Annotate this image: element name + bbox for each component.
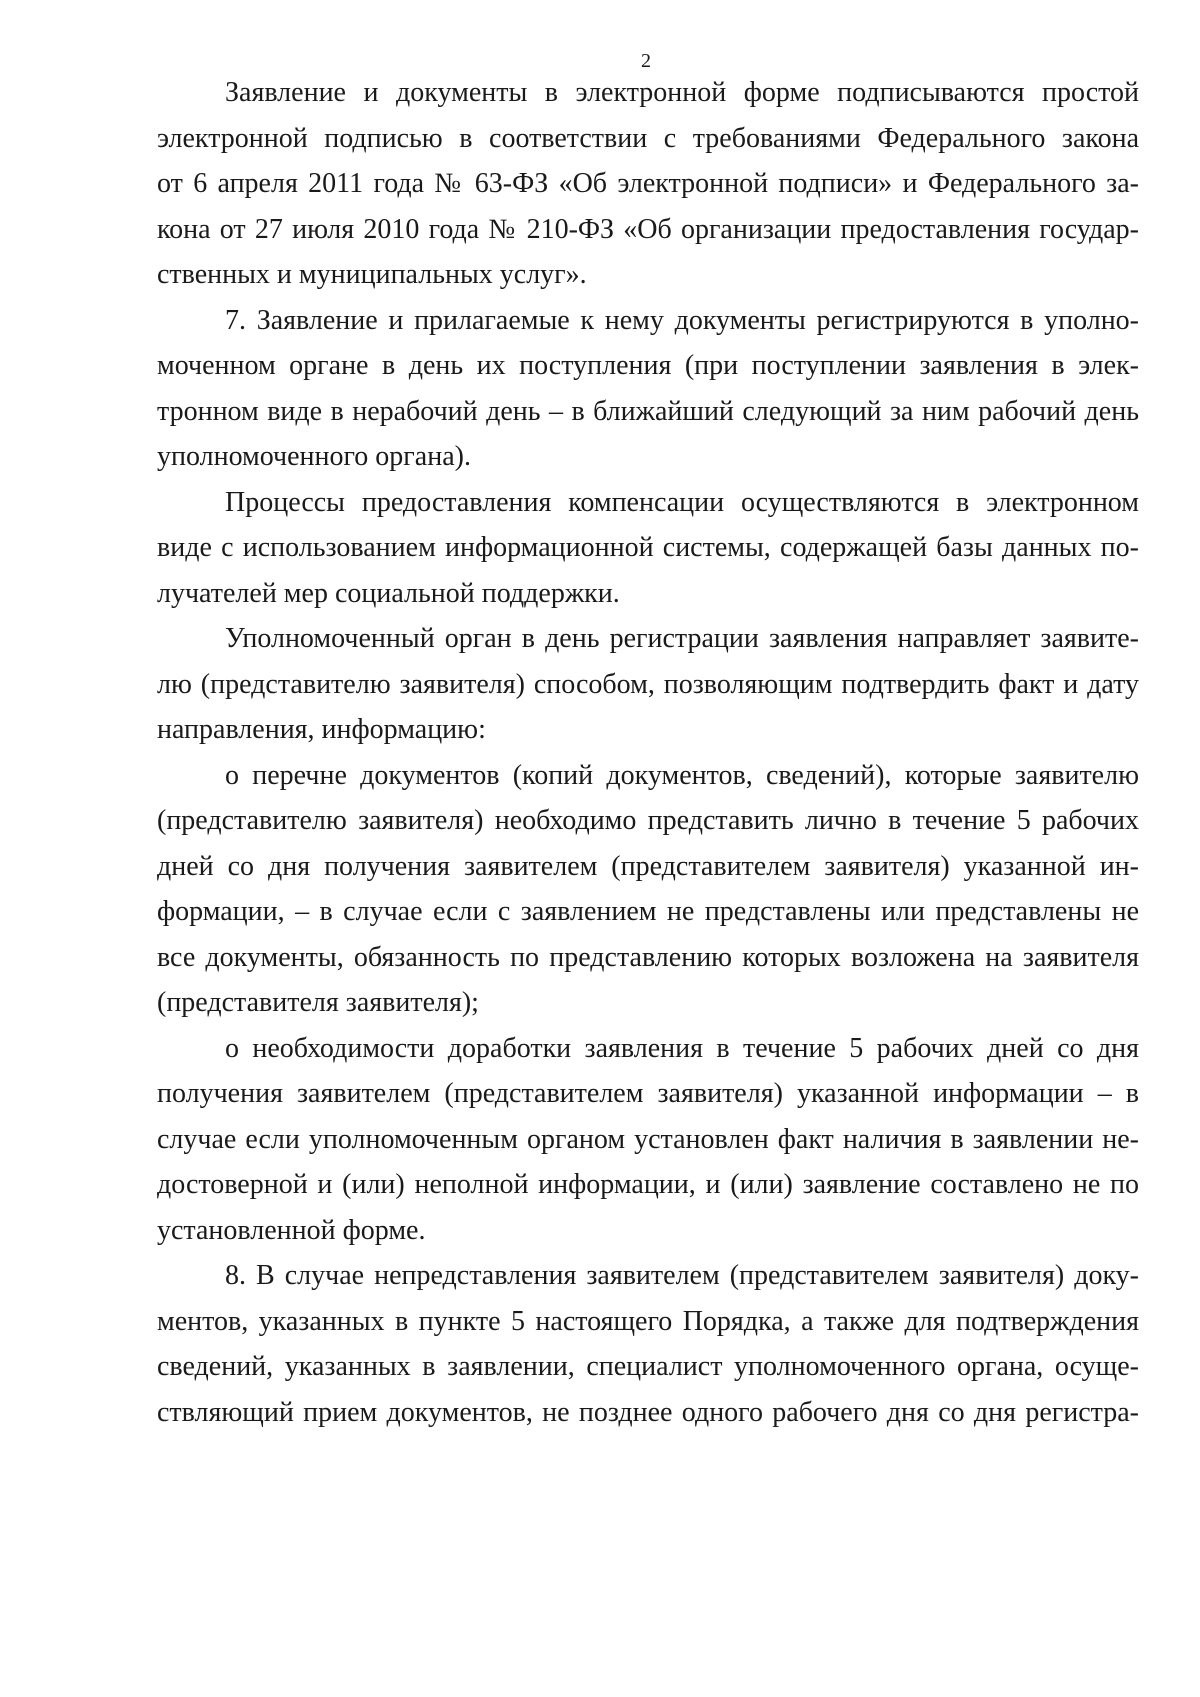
- text-line: получения заявителем (представителем заявителя) указанной информации – в: [157, 1078, 1139, 1109]
- text-line: установленной форме.: [157, 1214, 426, 1246]
- text-line: направления, информацию:: [157, 714, 486, 745]
- text-line: Заявление и документы в электронной форме подписываются простой: [225, 77, 1139, 108]
- text-line: формации, – в случае если с заявлением не представлены или представлены не: [157, 896, 1139, 927]
- text-line: виде с использованием информационной системы, содержащей базы данных по-: [157, 532, 1139, 563]
- page-number: 2: [641, 50, 651, 72]
- text-line: 8. В случае непредставления заявителем (представителем заявителя) доку-: [225, 1260, 1139, 1291]
- text-line: 7. Заявление и прилагаемые к нему документы регистрируются в уполно-: [225, 304, 1139, 336]
- text-line: лучателей мер социальной поддержки.: [157, 577, 620, 609]
- text-line: ментов, указанных в пункте 5 настоящего Порядка, а также для подтверждения: [157, 1305, 1139, 1337]
- text-line: моченном органе в день их поступления (при поступлении заявления в элек-: [157, 350, 1139, 381]
- text-line: кона от 27 июля 2010 года № 210-ФЗ «Об организации предоставления государ-: [157, 213, 1139, 245]
- text-line: от 6 апреля 2011 года № 63-ФЗ «Об электронной подписи» и Федерального за-: [157, 168, 1139, 199]
- text-line: (представителю заявителя) необходимо представить лично в течение 5 рабочих: [157, 805, 1139, 836]
- document-body: [157, 70, 1139, 1435]
- text-line: о необходимости доработки заявления в течение 5 рабочих дней со дня: [225, 1032, 1139, 1064]
- text-line: сведений, указанных в заявлении, специалист уполномоченного органа, осуще-: [157, 1351, 1139, 1382]
- text-line: тронном виде в нерабочий день – в ближайший следующий за ним рабочий день: [157, 395, 1139, 427]
- text-line: лю (представителю заявителя) способом, позволяющим подтвердить факт и дату: [157, 668, 1139, 700]
- text-line: достоверной и (или) неполной информации, и (или) заявление составлено не по: [157, 1169, 1139, 1200]
- text-line: уполномоченного органа).: [157, 441, 471, 472]
- text-line: электронной подписью в соответствии с требованиями Федерального закона: [157, 122, 1139, 154]
- text-line: все документы, обязанность по представлению которых возложена на заявителя: [157, 941, 1139, 973]
- text-line: ственных и муниципальных услуг».: [157, 259, 587, 290]
- text-line: Процессы предоставления компенсации осуществляются в электронном: [225, 486, 1139, 518]
- text-line: (представителя заявителя);: [157, 987, 479, 1018]
- text-line: о перечне документов (копий документов, сведений), которые заявителю: [225, 759, 1139, 791]
- text-line: ствляющий прием документов, не позднее одного рабочего дня со дня регистра-: [157, 1396, 1139, 1428]
- text-line: случае если уполномоченным органом установлен факт наличия в заявлении не-: [157, 1123, 1139, 1155]
- text-line: дней со дня получения заявителем (представителем заявителя) указанной ин-: [157, 850, 1139, 882]
- text-line: Уполномоченный орган в день регистрации заявления направляет заявите-: [225, 623, 1139, 654]
